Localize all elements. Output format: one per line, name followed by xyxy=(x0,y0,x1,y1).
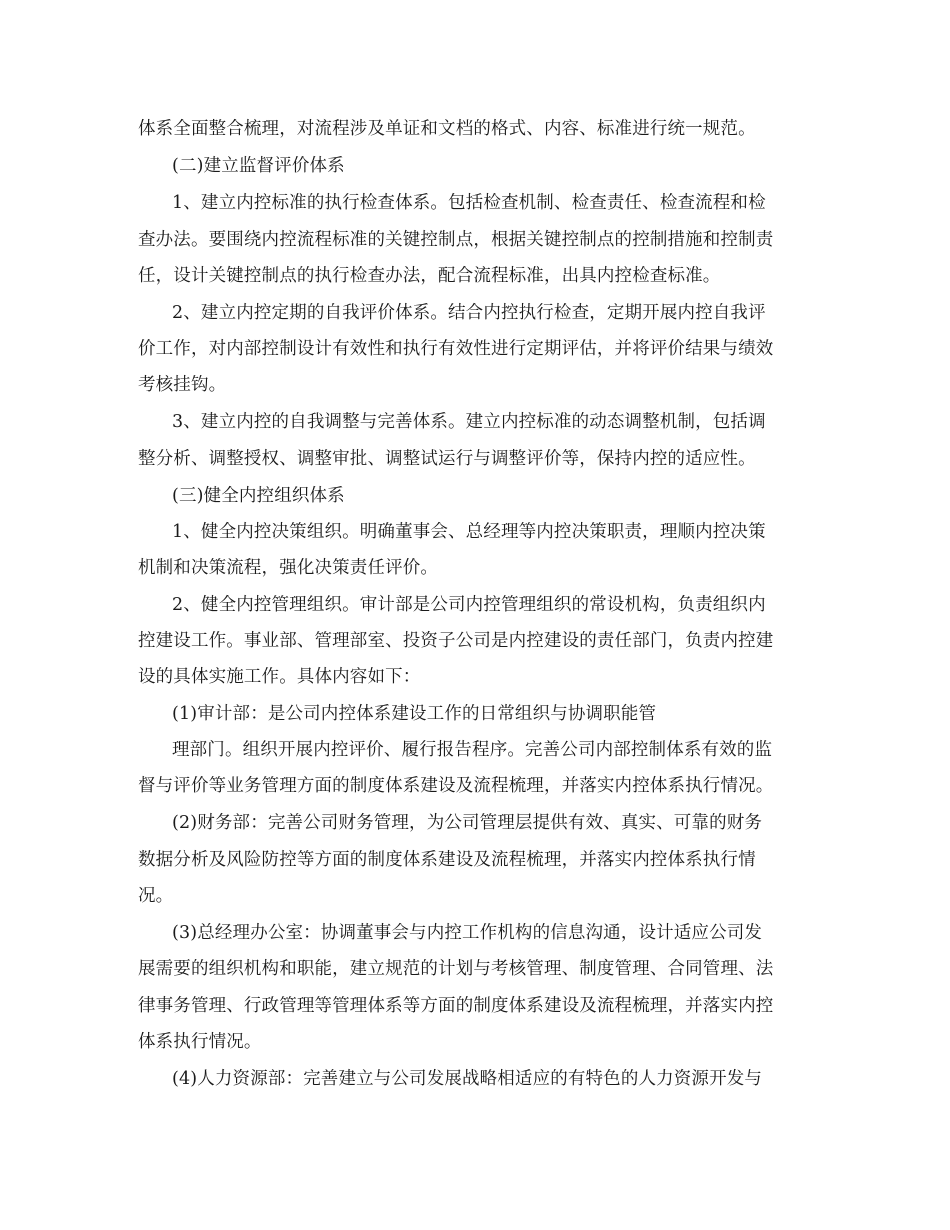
text-line: 任，设计关键控制点的执行检查办法，配合流程标准，出具内控检查标准。 xyxy=(138,266,721,286)
text-line: 设的具体实施工作。具体内容如下： xyxy=(138,667,421,687)
text-line: (1)审计部：是公司内控体系建设工作的日常组织与协调职能管 xyxy=(172,704,657,724)
text-line: (4)人力资源部：完善建立与公司发展战略相适应的有特色的人力资源开发与 xyxy=(172,1069,763,1089)
text-line: 3、建立内控的自我调整与完善体系。建立内控标准的动态调整机制，包括调 xyxy=(172,412,766,432)
text-line: 体系全面整合梳理，对流程涉及单证和文档的格式、内容、标准进行统一规范。 xyxy=(138,119,756,139)
text-line: (3)总经理办公室：协调董事会与内控工作机构的信息沟通，设计适应公司发 xyxy=(172,923,763,943)
text-line: 机制和决策流程，强化决策责任评价。 xyxy=(138,558,439,578)
section-heading: (三)健全内控组织体系 xyxy=(172,486,345,506)
text-line: 律事务管理、行政管理等管理体系等方面的制度体系建设及流程梳理，并落实内控 xyxy=(138,996,774,1016)
text-line: 考核挂钩。 xyxy=(138,375,227,395)
text-line: 价工作，对内部控制设计有效性和执行有效性进行定期评估，并将评价结果与绩效 xyxy=(138,339,774,359)
section-heading: (二)建立监督评价体系 xyxy=(172,156,345,176)
text-line: 体系执行情况。 xyxy=(138,1032,262,1052)
text-line: 1、健全内控决策组织。明确董事会、总经理等内控决策职责，理顺内控决策 xyxy=(172,522,766,542)
text-line: 查办法。要围绕内控流程标准的关键控制点，根据关键控制点的控制措施和控制责 xyxy=(138,230,774,250)
text-line: 理部门。组织开展内控评价、履行报告程序。完善公司内部控制体系有效的监 xyxy=(172,740,773,760)
text-line: 数据分析及风险防控等方面的制度体系建设及流程梳理，并落实内控体系执行情 xyxy=(138,850,756,870)
text-line: 展需要的组织机构和职能，建立规范的计划与考核管理、制度管理、合同管理、法 xyxy=(138,959,774,979)
text-line: 督与评价等业务管理方面的制度体系建设及流程梳理，并落实内控体系执行情况。 xyxy=(138,776,774,796)
text-line: 况。 xyxy=(138,886,174,906)
text-line: 2、建立内控定期的自我评价体系。结合内控执行检查，定期开展内控自我评 xyxy=(172,303,766,323)
text-line: 1、建立内控标准的执行检查体系。包括检查机制、检查责任、检查流程和检 xyxy=(172,193,766,213)
text-line: 整分析、调整授权、调整审批、调整试运行与调整评价等，保持内控的适应性。 xyxy=(138,449,756,469)
text-line: (2)财务部：完善公司财务管理，为公司管理层提供有效、真实、可靠的财务 xyxy=(172,813,763,833)
text-line: 控建设工作。事业部、管理部室、投资子公司是内控建设的责任部门，负责内控建 xyxy=(138,631,774,651)
text-line: 2、健全内控管理组织。审计部是公司内控管理组织的常设机构，负责组织内 xyxy=(172,595,766,615)
